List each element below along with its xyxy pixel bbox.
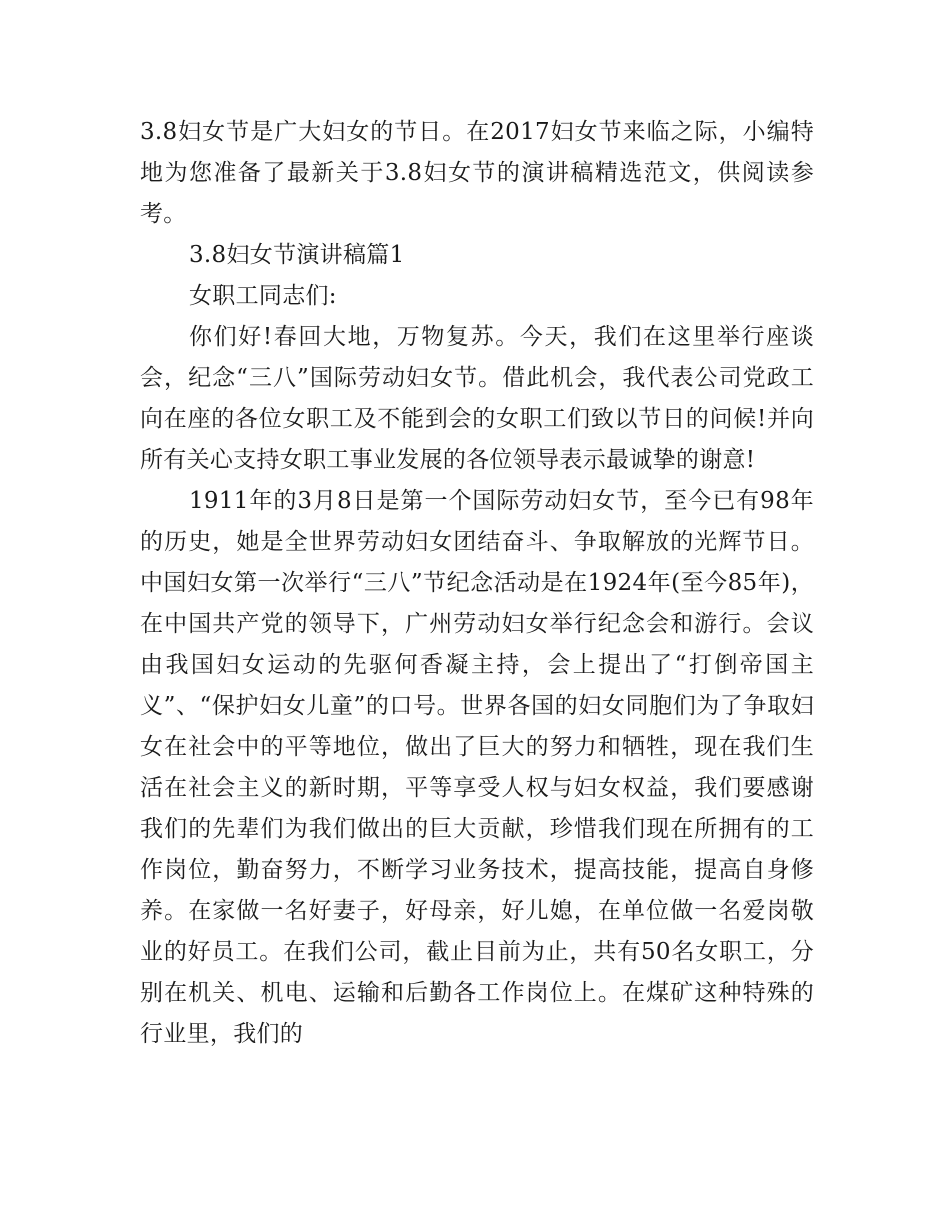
document-body (140, 112, 814, 1055)
section-heading: 3.8妇女节演讲稿篇1 (189, 242, 405, 268)
intro-paragraph: 3.8妇女节是广大妇女的节日。在2017妇女节来临之际，小编特地为您准备了最新关于3.8妇女节的演讲稿精选范文，供阅读参考。 (140, 119, 814, 227)
salutation: 女职工同志们: (189, 283, 337, 309)
greeting-paragraph: 你们好!春回大地，万物复苏。今天，我们在这里举行座谈会，纪念“三八”国际劳动妇女节。借此机会，我代表公司党政工向在座的各位女职工及不能到会的女职工们致以节日的问候!并向所有关心支持女职工事业发展的各位领导表示最诚挚的谢意! (140, 324, 814, 473)
body-paragraph: 1911年的3月8日是第一个国际劳动妇女节，至今已有98年的历史，她是全世界劳动妇女团结奋斗、争取解放的光辉节日。中国妇女第一次举行“三八”节纪念活动是在1924年(至今85年)，在中国共产党的领导下，广州劳动妇女举行纪念会和游行。会议由我国妇女运动的先驱何香凝主持，会上提出了“打倒帝国主义”、“保护妇女儿童”的口号。世界各国的妇女同胞们为了争取妇女在社会中的平等地位，做出了巨大的努力和牺牲，现在我们生活在社会主义的新时期，平等享受人权与妇女权益，我们要感谢我们的先辈们为我们做出的巨大贡献，珍惜我们现在所拥有的工作岗位，勤奋努力，不断学习业务技术，提高技能，提高自身修养。在家做一名好妻子，好母亲，好儿媳，在单位做一名爱岗敬业的好员工。在我们公司，截止目前为止，共有50名女职工，分别在机关、机电、运输和后勤各工作岗位上。在煤矿这种特殊的行业里，我们的 (140, 488, 814, 1047)
